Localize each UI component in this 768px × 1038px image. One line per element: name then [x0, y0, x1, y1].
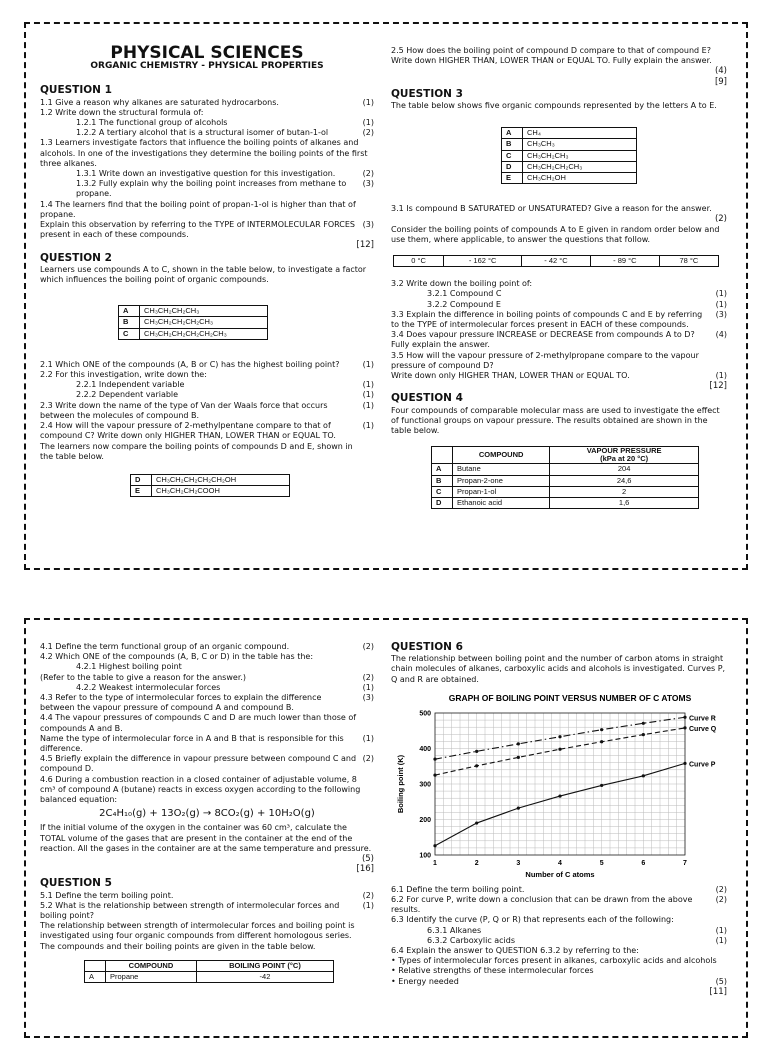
data-point	[642, 733, 645, 736]
row-formula: CH₃CH₂CH₂CH₂CH₂CH₃	[140, 328, 268, 339]
table-cell: 1,6	[550, 497, 699, 508]
question-2-5: 2.5 How does the boiling point of compound D compare to that of compound E? Write down HIGHER THAN, LOWER THAN or EQUAL TO. Fully explain the answer.	[391, 46, 712, 66]
question-marks: (2)	[362, 672, 374, 682]
row-label: E	[502, 173, 523, 184]
question-marks	[368, 200, 374, 220]
question-marks: (1)	[715, 935, 727, 945]
question-item	[40, 128, 374, 138]
table-cell: Butane	[453, 464, 550, 475]
data-point	[433, 773, 436, 776]
question-text: 6.2 For curve P, write down a conclusion that can be drawn from the above results.	[391, 895, 693, 915]
question-marks: (2)	[715, 895, 727, 905]
question-6-heading: QUESTION 6	[391, 641, 463, 653]
question-text: 4.2 Which ONE of the compounds (A, B, C or D) in the table has the:	[40, 652, 314, 662]
question-text: 1.2 Write down the structural formula of:	[40, 107, 204, 117]
question-marks: (1)	[362, 359, 374, 369]
question-5-heading: QUESTION 5	[40, 877, 112, 890]
question-item	[40, 179, 374, 199]
question-item	[40, 642, 374, 652]
question-text: • Energy needed	[391, 976, 459, 986]
question-text: 3.5 How will the vapour pressure of 2-methylpropane compare to the vapour pressure of compound D?	[391, 350, 699, 370]
question-marks: (1)	[715, 299, 727, 309]
question-6-total: [11]	[709, 986, 727, 997]
question-marks: (1)	[362, 421, 374, 431]
question-text: 6.1 Define the term boiling point.	[391, 884, 525, 894]
question-text: • Types of intermolecular forces present in alkanes, carboxylic acids and alcohols	[391, 956, 717, 966]
question-item	[391, 936, 727, 946]
question-4-heading: QUESTION 4	[391, 392, 463, 405]
x-tick-label: 2	[474, 859, 479, 867]
question-marks: (1)	[362, 400, 374, 410]
data-point	[558, 735, 561, 738]
question-marks: (3)	[362, 179, 374, 189]
data-point	[558, 747, 561, 750]
question-3-items	[391, 279, 727, 381]
boiling-point-value: - 42 °C	[522, 256, 591, 267]
question-item	[391, 956, 727, 966]
question-text: 3.4 Does vapour pressure INCREASE or DECREASE from compounds A to D? Fully explain the answer.	[391, 330, 695, 350]
question-text: 6.4 Explain the answer to QUESTION 6.3.2 by referring to the:	[391, 946, 639, 956]
question-text: 2.2.2 Dependent variable	[76, 390, 179, 400]
data-point	[600, 740, 603, 743]
table-row	[119, 328, 268, 339]
question-text: 2.3 Write down the name of the type of Van der Waals force that occurs between the molecules of compound B.	[40, 400, 328, 420]
x-tick-label: 1	[433, 859, 437, 867]
question-marks: (3)	[715, 309, 727, 319]
vp-col-compound: COMPOUND	[453, 447, 550, 464]
row-formula: CH₃CH₂CH₂CH₃	[140, 306, 268, 317]
question-item	[40, 200, 374, 220]
data-point	[600, 728, 603, 731]
question-marks: (1)	[715, 925, 727, 935]
question-text: The relationship between strength of intermolecular forces and boiling point is investigated using four organic compounds from different homologous series. The compounds and their boiling points are given in the table below.	[40, 921, 355, 951]
x-tick-label: 4	[558, 859, 562, 867]
series-label: Curve R	[689, 715, 716, 723]
y-tick-label: 300	[419, 781, 431, 789]
question-text: 6.3 Identify the curve (P, Q or R) that represents each of the following:	[391, 915, 674, 925]
question-item	[40, 673, 374, 683]
question-marks: (1)	[362, 118, 374, 128]
question-item	[40, 380, 374, 390]
question-marks	[368, 652, 374, 662]
question-3-heading: QUESTION 3	[391, 87, 463, 100]
question-item	[391, 371, 727, 381]
row-formula: CH₃CH₂CH₂CH₃	[523, 161, 637, 172]
question-marks: (2)	[362, 169, 374, 179]
question-1-heading: QUESTION 1	[40, 84, 112, 97]
question-4-6-part-2: If the initial volume of the oxygen in the container was 60 cm³, calculate the TOTAL volume of the gases that are present in the container at the end of the reaction. All the gases in the container are at the same temperature and pressure.	[40, 823, 372, 853]
table-cell: 2	[550, 486, 699, 497]
table-row	[131, 486, 290, 497]
question-item	[40, 693, 374, 713]
question-3-1-marks: (2)	[714, 214, 727, 225]
chart-title: GRAPH OF BOILING POINT VERSUS NUMBER OF C ATOMS	[448, 692, 692, 703]
table-cell: B	[432, 475, 453, 486]
y-tick-label: 100	[419, 852, 431, 860]
question-item	[40, 442, 374, 462]
question-item	[391, 895, 727, 915]
question-marks: (1)	[715, 289, 727, 299]
question-item	[391, 310, 727, 330]
question-marks	[721, 966, 727, 976]
data-point	[475, 821, 478, 824]
row-label: D	[502, 161, 523, 172]
question-item	[391, 330, 727, 350]
question-text: 4.5 Briefly explain the difference in vapour pressure between compound C and compound D.	[40, 754, 357, 774]
question-text: 5.1 Define the term boiling point.	[40, 890, 174, 900]
question-2-5-marks: (4)	[714, 66, 727, 77]
row-label: C	[502, 150, 523, 161]
boiling-point-table: COMPOUND BOILING POINT (°C) A Propane -42	[84, 960, 334, 983]
question-3-consider: Consider the boiling points of compounds A to E given in random order below and use them, where applicable, to answer the questions that follow.	[391, 224, 720, 244]
question-item	[40, 401, 374, 421]
question-text: 2.2.1 Independent variable	[76, 380, 185, 390]
data-point	[517, 806, 520, 809]
compounds-table-abc	[118, 305, 268, 340]
page-subtitle: ORGANIC CHEMISTRY - PHYSICAL PROPERTIES	[90, 61, 324, 72]
question-marks	[368, 370, 374, 380]
table-cell: 204	[550, 464, 699, 475]
series-label: Curve P	[689, 761, 716, 769]
y-axis-label: Boiling point (K)	[396, 754, 405, 813]
question-marks: (1)	[362, 682, 374, 692]
x-tick-label: 7	[683, 859, 687, 867]
question-text: 1.3.1 Write down an investigative question for this investigation.	[76, 169, 336, 179]
row-label: A	[119, 306, 140, 317]
question-item	[391, 279, 727, 289]
question-text: Name the type of intermolecular force in A and B that is responsible for this difference.	[40, 733, 344, 754]
row-formula: CH₃CH₂OH	[523, 173, 637, 184]
question-item	[391, 885, 727, 895]
table-row	[119, 317, 268, 328]
question-text: 4.1 Define the term functional group of an organic compound.	[40, 642, 290, 651]
question-item	[40, 108, 374, 118]
question-item	[40, 98, 374, 108]
question-item	[40, 360, 374, 370]
question-marks: (3)	[362, 693, 374, 703]
question-marks: (2)	[715, 884, 727, 894]
data-point	[433, 844, 436, 847]
x-tick-label: 3	[516, 859, 521, 867]
question-marks: (2)	[362, 890, 374, 900]
question-2-total: [9]	[714, 76, 727, 87]
table-row	[432, 464, 699, 475]
question-marks	[368, 138, 374, 169]
question-6-intro: The relationship between boiling point and the number of carbon atoms in straight chain molecules of alkanes, carboxylic acids and alcohols is investigated. Curves P, Q and R are obtained.	[391, 654, 726, 684]
table-row	[432, 486, 699, 497]
question-text: • Relative strengths of these intermolecular forces	[391, 966, 594, 976]
question-item	[40, 138, 374, 169]
boiling-point-value: - 89 °C	[590, 256, 659, 267]
row-label: C	[119, 328, 140, 339]
question-marks: (1)	[362, 97, 374, 107]
compounds-table-de	[130, 474, 290, 497]
question-text: 3.2.1 Compound C	[427, 289, 502, 299]
page-1-left-column	[40, 43, 374, 497]
table-cell: Propan-1-ol	[453, 486, 550, 497]
data-point	[517, 756, 520, 759]
question-text: 4.3 Refer to the type of intermolecular forces to explain the difference between the vapour pressure of compound A and compound B.	[40, 693, 322, 713]
vp-col-pressure: VAPOUR PRESSURE (kPa at 20 °C)	[550, 447, 699, 464]
question-item	[40, 921, 374, 952]
combustion-equation: 2C₄H₁₀(g) + 13O₂(g) → 8CO₂(g) + 10H₂O(g)	[99, 808, 315, 820]
question-text: 1.2.2 A tertiary alcohol that is a structural isomer of butan-1-ol	[76, 128, 329, 138]
question-marks	[368, 442, 374, 462]
row-formula: CH₃CH₂CH₂COOH	[152, 486, 290, 497]
question-item	[40, 891, 374, 901]
question-2-items	[40, 360, 374, 462]
question-marks	[721, 279, 727, 289]
y-tick-label: 500	[419, 710, 431, 718]
question-text: 4.2.2 Weakest intermolecular forces	[76, 682, 221, 692]
boiling-point-chart	[385, 691, 725, 881]
question-item	[391, 926, 727, 936]
vapour-pressure-table	[431, 446, 699, 509]
question-text: 2.4 How will the vapour pressure of 2-methylpentane compare to that of compound C? Write down only HIGHER THAN, LOWER THAN or EQUAL TO.	[40, 421, 336, 441]
data-point	[642, 722, 645, 725]
question-item	[391, 977, 727, 987]
question-item	[391, 946, 727, 956]
question-item	[40, 421, 374, 441]
question-4-intro: Four compounds of comparable molecular mass are used to investigate the effect of functional groups on vapour pressure. The results obtained are shown in the table below.	[391, 405, 720, 436]
row-label: E	[131, 486, 152, 497]
question-2-heading: QUESTION 2	[40, 251, 112, 264]
question-marks	[721, 956, 727, 966]
row-label: B	[502, 139, 523, 150]
question-item	[40, 652, 374, 662]
question-item	[40, 169, 374, 179]
question-5-items	[40, 891, 374, 952]
question-item	[40, 901, 374, 921]
question-item	[40, 662, 374, 672]
question-4-continued	[40, 642, 374, 805]
question-marks	[368, 775, 374, 806]
row-formula: CH₄	[523, 128, 637, 139]
page-title: PHYSICAL SCIENCES	[110, 43, 304, 63]
question-item	[391, 300, 727, 310]
data-point	[600, 784, 603, 787]
question-marks: (3)	[362, 220, 374, 230]
table-row	[432, 497, 699, 508]
question-item	[40, 390, 374, 400]
question-3-intro: The table below shows five organic compounds represented by the letters A to E.	[391, 101, 717, 111]
y-tick-label: 200	[419, 816, 431, 824]
x-tick-label: 6	[641, 859, 646, 867]
question-item	[391, 289, 727, 299]
data-point	[683, 762, 686, 765]
page-1-right-column	[391, 46, 727, 509]
question-text: 1.1 Give a reason why alkanes are saturated hydrocarbons.	[40, 97, 279, 107]
question-2-intro: Learners use compounds A to C, shown in the table below, to investigate a factor which influences the boiling point of organic compounds.	[40, 264, 367, 285]
data-point	[683, 715, 686, 718]
question-item	[40, 713, 374, 733]
question-marks	[368, 108, 374, 118]
row-label: A	[502, 128, 523, 139]
question-text: 4.4 The vapour pressures of compounds C and D are much lower than those of compounds A and B.	[40, 713, 357, 733]
question-text: 2.1 Which ONE of the compounds (A, B or C) has the highest boiling point?	[40, 359, 340, 369]
question-text: 3.2.2 Compound E	[427, 299, 501, 309]
question-item	[40, 754, 374, 774]
question-marks	[721, 915, 727, 925]
data-point	[475, 750, 478, 753]
x-axis-label: Number of C atoms	[525, 869, 595, 879]
row-formula: CH₃CH₂CH₂CH₂CH₂OH	[152, 474, 290, 485]
question-text: 6.3.1 Alkanes	[427, 925, 482, 935]
row-formula: CH₃CH₂CH₂CH₂CH₃	[140, 317, 268, 328]
table-cell: Propan-2-one	[453, 475, 550, 486]
question-marks	[721, 351, 727, 371]
question-item	[40, 734, 374, 754]
question-item	[391, 915, 727, 925]
data-point	[642, 774, 645, 777]
question-item	[40, 370, 374, 380]
question-marks: (1)	[362, 390, 374, 400]
question-3-1: 3.1 Is compound B SATURATED or UNSATURATED? Give a reason for the answer.	[391, 204, 712, 214]
question-marks: (1)	[362, 900, 374, 910]
data-point	[475, 764, 478, 767]
question-item	[391, 351, 727, 371]
boiling-point-value: 78 °C	[659, 256, 718, 267]
question-text: 6.3.2 Carboxylic acids	[427, 935, 516, 945]
question-marks: (1)	[715, 371, 727, 381]
question-text: 1.2.1 The functional group of alcohols	[76, 118, 228, 128]
table-cell: 24,6	[550, 475, 699, 486]
data-point	[683, 726, 686, 729]
table-cell: D	[432, 497, 453, 508]
question-marks: (1)	[362, 380, 374, 390]
data-point	[433, 757, 436, 760]
question-4-total: [16]	[356, 864, 374, 875]
question-text: 1.4 The learners find that the boiling point of propan-1-ol is higher than that of propane.	[40, 199, 356, 219]
question-text: 1.3.2 Fully explain why the boiling point increases from methane to propane.	[76, 179, 347, 199]
question-marks	[368, 921, 374, 952]
question-text: 3.2 Write down the boiling point of:	[391, 279, 533, 289]
question-marks	[368, 662, 374, 672]
table-row	[502, 128, 637, 139]
question-item	[391, 966, 727, 976]
table-row	[502, 139, 637, 150]
question-text: 2.2 For this investigation, write down the:	[40, 370, 207, 380]
question-text: Write down only HIGHER THAN, LOWER THAN or EQUAL TO.	[391, 371, 630, 381]
question-text: 5.2 What is the relationship between strength of intermolecular forces and boiling point?	[40, 900, 340, 921]
question-text: 3.3 Explain the difference in boiling points of compounds C and E by referring to the TYPE of intermolecular forces present in EACH of these compounds.	[391, 309, 703, 330]
question-item	[40, 118, 374, 128]
question-item	[40, 683, 374, 693]
x-tick-label: 5	[599, 859, 604, 867]
question-text: 4.2.1 Highest boiling point	[76, 662, 182, 672]
question-marks: (2)	[362, 754, 374, 764]
row-label: D	[131, 474, 152, 485]
question-text: The learners now compare the boiling points of compounds D and E, shown in the table below.	[40, 441, 353, 461]
row-formula: CH₃CH₃	[523, 139, 637, 150]
question-marks: (2)	[362, 128, 374, 138]
data-point	[517, 742, 520, 745]
series-label: Curve Q	[689, 725, 717, 733]
question-item	[40, 775, 374, 806]
boiling-points-table	[393, 255, 719, 267]
question-text: Explain this observation by referring to the TYPE of INTERMOLECULAR FORCES present in each of these compounds.	[40, 220, 355, 240]
question-4-6-marks: (5)	[361, 854, 374, 865]
question-6-items	[391, 885, 727, 987]
table-row	[119, 306, 268, 317]
y-tick-label: 400	[419, 745, 431, 753]
table-row	[432, 475, 699, 486]
question-marks: (2)	[362, 642, 374, 651]
table-cell: A	[432, 464, 453, 475]
question-text: 4.6 During a combustion reaction in a closed container of adjustable volume, 8 cm³ of compound A (butane) reacts in excess oxygen according to the following balanced equation:	[40, 774, 361, 805]
page-2-right-column	[391, 642, 727, 997]
question-marks: (1)	[362, 733, 374, 743]
question-item	[40, 220, 374, 240]
question-1-total: [12]	[356, 240, 374, 251]
table-row	[131, 474, 290, 485]
question-3-total: [12]	[709, 381, 727, 392]
table-cell: Ethanoic acid	[453, 497, 550, 508]
table-row	[502, 150, 637, 161]
question-text: 1.3 Learners investigate factors that influence the boiling points of alkanes and alcohols. In one of the investigations they determine the boiling points of the first three alkanes.	[40, 138, 368, 168]
data-point	[558, 794, 561, 797]
table-row	[502, 173, 637, 184]
question-marks	[721, 946, 727, 956]
question-marks: (4)	[715, 330, 727, 340]
question-1-items	[40, 98, 374, 241]
table-cell: C	[432, 486, 453, 497]
page-2-left-column	[40, 642, 374, 983]
boiling-point-value: - 162 °C	[444, 256, 522, 267]
row-formula: CH₃CH₂CH₃	[523, 150, 637, 161]
question-marks	[368, 713, 374, 733]
table-row	[502, 161, 637, 172]
question-marks: (5)	[715, 976, 727, 986]
row-label: B	[119, 317, 140, 328]
compounds-table-a-to-e	[501, 127, 637, 184]
question-text: (Refer to the table to give a reason for the answer.)	[40, 672, 247, 682]
boiling-point-value: 0 °C	[394, 256, 444, 267]
